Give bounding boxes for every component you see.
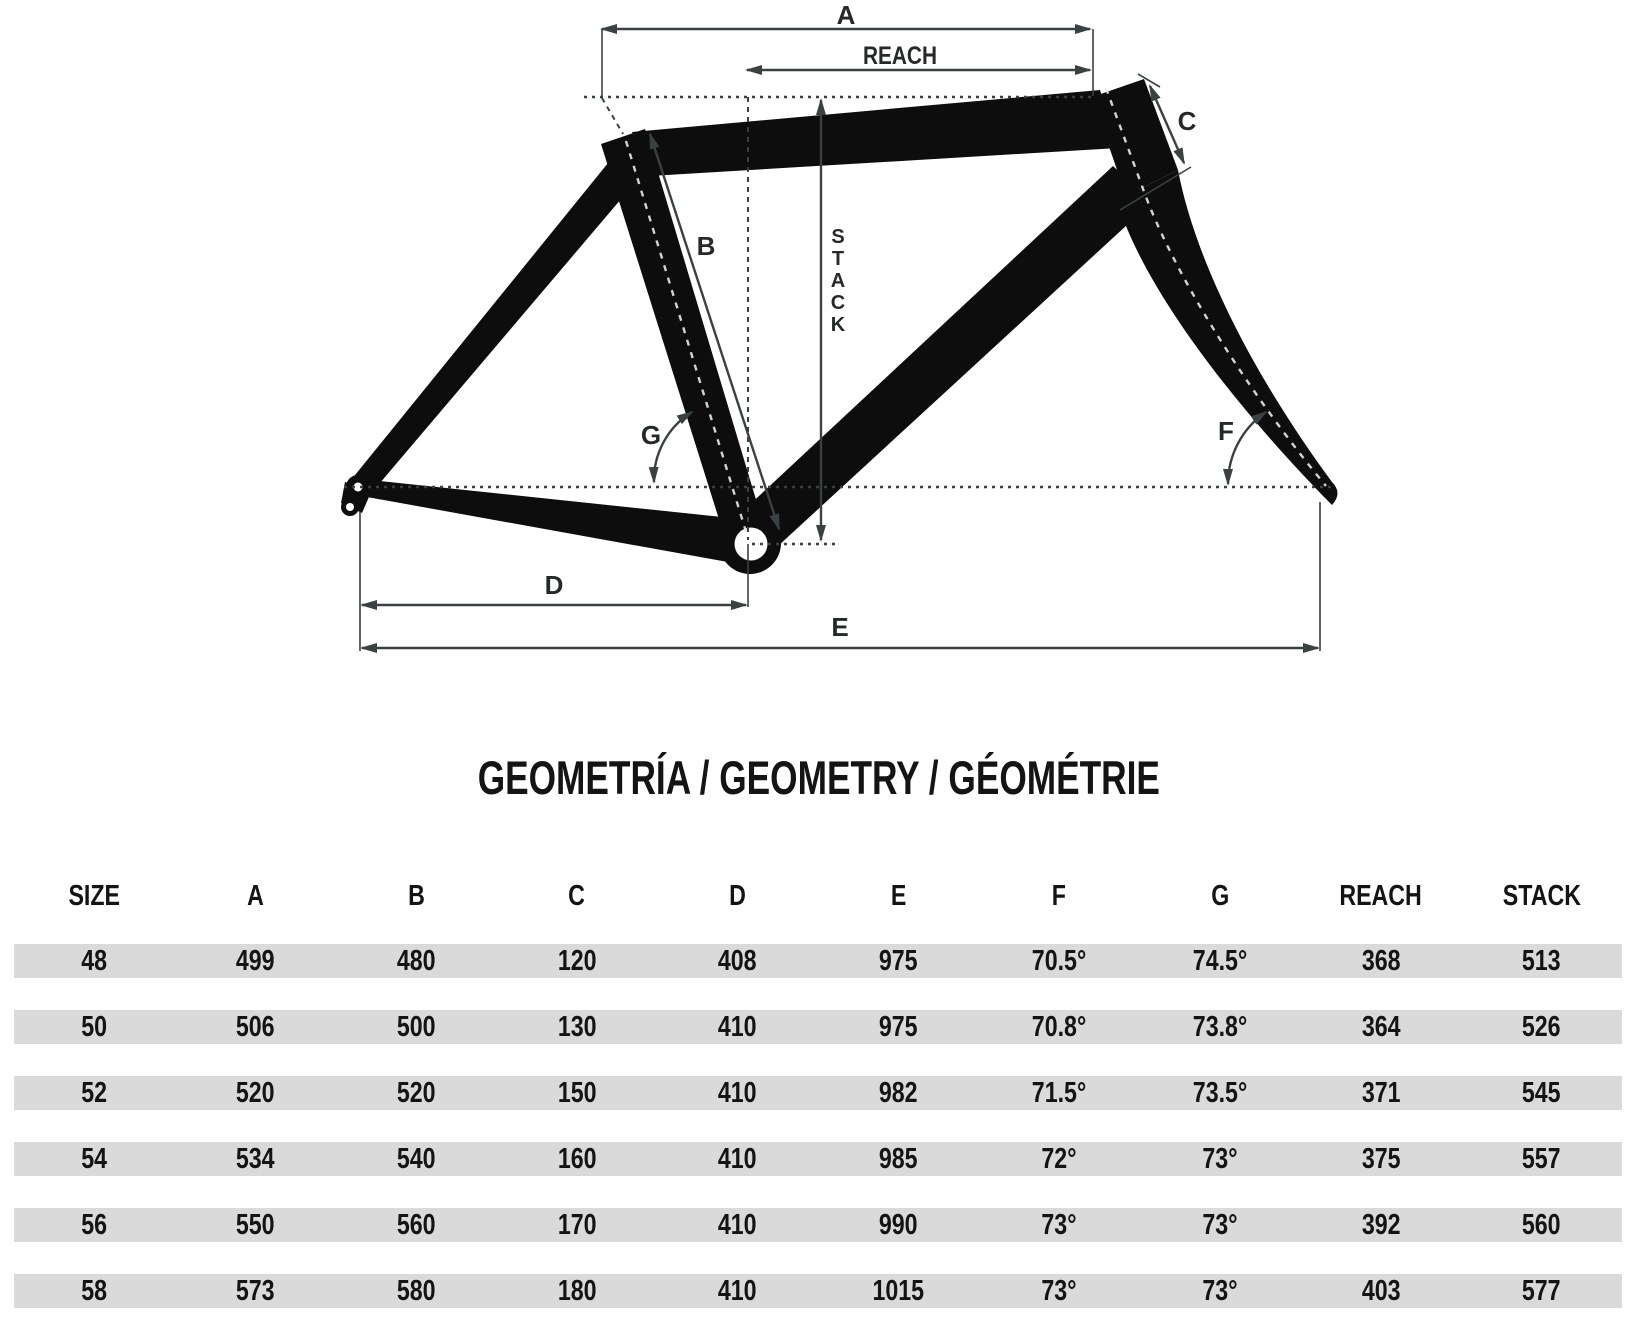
table-cell-text: 73°	[1202, 1142, 1238, 1175]
column-header	[818, 880, 979, 913]
table-cell	[979, 945, 1140, 978]
table-cell-text: 577	[1522, 1274, 1561, 1307]
fork	[1120, 170, 1338, 505]
label-stack-vertical	[831, 226, 846, 336]
column-header	[14, 880, 175, 913]
stack-letter: A	[830, 270, 846, 292]
table-cell-text: 71.5°	[1031, 1076, 1087, 1109]
table-cell-text: 73°	[1041, 1274, 1077, 1307]
stack-letter: C	[830, 292, 846, 314]
stack-letter: T	[831, 248, 845, 270]
table-cell-text: 130	[557, 1010, 597, 1043]
table-cell-text: 120	[557, 944, 597, 977]
label-g: G	[640, 420, 662, 450]
table-cell-text: 526	[1522, 1010, 1561, 1043]
column-header-text: G	[1210, 879, 1230, 912]
table-cell	[1140, 1275, 1301, 1308]
column-header	[336, 880, 497, 913]
seat-stays	[351, 147, 644, 497]
table-cell-text: 70.5°	[1031, 944, 1087, 977]
table-cell-text: 73°	[1041, 1208, 1077, 1241]
column-header-text: REACH	[1339, 879, 1423, 912]
table-cell	[336, 1077, 497, 1110]
column-header-text: E	[890, 879, 907, 912]
table-cell-text: 975	[879, 1010, 918, 1043]
table-cell-text: 506	[235, 1010, 275, 1043]
chain-stays	[351, 478, 750, 566]
table-cell-text: 410	[718, 1142, 757, 1175]
top-tube	[632, 90, 1118, 176]
table-cell-text: 392	[1361, 1208, 1401, 1241]
table-cell-text: 408	[718, 944, 757, 977]
table-cell	[14, 1143, 175, 1176]
table-cell	[175, 1275, 336, 1308]
table-cell	[1140, 1143, 1301, 1176]
column-header	[657, 880, 818, 913]
table-cell-text: 1015	[872, 1274, 925, 1307]
table-cell-text: 73°	[1202, 1274, 1238, 1307]
table-cell-text: 982	[879, 1076, 918, 1109]
table-cell	[657, 1077, 818, 1110]
table-cell-text: 480	[396, 944, 436, 977]
seat-axis-extension	[602, 98, 623, 134]
table-cell-text: 48	[81, 944, 108, 977]
table-cell	[1461, 1077, 1622, 1110]
table-cell-text: 975	[879, 944, 918, 977]
table-cell-text: 540	[396, 1142, 436, 1175]
table-cell	[979, 1011, 1140, 1044]
stack-letter: K	[830, 314, 846, 336]
table-cell-text: 403	[1361, 1274, 1401, 1307]
table-cell-text: 520	[235, 1076, 275, 1109]
table-cell-text: 72°	[1041, 1142, 1077, 1175]
table-row	[14, 1208, 1622, 1242]
table-cell	[14, 945, 175, 978]
label-d: D	[544, 570, 564, 600]
stack-letter: S	[831, 226, 845, 248]
column-header-text: C	[568, 879, 586, 912]
table-cell-text: 54	[81, 1142, 108, 1175]
table-cell-text: 534	[235, 1142, 275, 1175]
table-cell	[818, 1209, 979, 1242]
label-c: C	[1177, 106, 1197, 136]
table-cell	[175, 1143, 336, 1176]
table-cell-text: 73.8°	[1192, 1010, 1248, 1043]
column-header	[496, 880, 657, 913]
table-cell-text: 70.8°	[1031, 1010, 1087, 1043]
table-cell	[496, 1143, 657, 1176]
column-header	[175, 880, 336, 913]
table-cell-text: 50	[81, 1010, 108, 1043]
table-cell	[1140, 1011, 1301, 1044]
table-cell-text: 985	[879, 1142, 918, 1175]
table-cell-text: 557	[1522, 1142, 1561, 1175]
table-cell	[14, 1209, 175, 1242]
table-cell	[979, 1209, 1140, 1242]
table-cell	[1300, 1077, 1461, 1110]
table-cell-text: 513	[1522, 944, 1561, 977]
table-cell-text: 58	[81, 1274, 108, 1307]
column-header	[1140, 880, 1301, 913]
table-cell	[496, 1275, 657, 1308]
table-cell-text: 520	[396, 1076, 436, 1109]
table-cell-text: 560	[1522, 1208, 1561, 1241]
table-cell	[14, 1077, 175, 1110]
table-cell	[496, 1209, 657, 1242]
table-row	[14, 944, 1622, 978]
table-cell	[1140, 945, 1301, 978]
column-header-text: STACK	[1502, 879, 1581, 912]
label-reach: REACH	[863, 42, 937, 70]
page-title	[0, 750, 1638, 805]
column-header-text: B	[407, 879, 425, 912]
table-cell	[657, 945, 818, 978]
table-cell-text: 170	[557, 1208, 597, 1241]
table-cell	[496, 1011, 657, 1044]
label-e: E	[831, 612, 849, 642]
table-cell	[818, 1275, 979, 1308]
table-cell	[979, 1275, 1140, 1308]
table-row	[14, 1274, 1622, 1308]
table-cell-text: 410	[718, 1076, 757, 1109]
table-cell	[1300, 1275, 1461, 1308]
table-cell-text: 73.5°	[1192, 1076, 1248, 1109]
table-cell	[818, 945, 979, 978]
table-cell	[175, 1077, 336, 1110]
table-cell	[1300, 1209, 1461, 1242]
label-b: B	[696, 231, 716, 261]
geometry-table-body	[14, 944, 1622, 1308]
table-cell-text: 499	[235, 944, 275, 977]
column-header-text: SIZE	[68, 879, 121, 912]
table-cell-text: 180	[557, 1274, 597, 1307]
table-cell	[979, 1077, 1140, 1110]
table-cell	[336, 945, 497, 978]
table-cell	[14, 1011, 175, 1044]
table-cell-text: 73°	[1202, 1208, 1238, 1241]
table-cell-text: 371	[1361, 1076, 1401, 1109]
table-cell	[1300, 1143, 1461, 1176]
table-cell-text: 375	[1361, 1142, 1401, 1175]
page-title-text: GEOMETRÍA / GEOMETRY / GÉOMÉTRIE	[477, 751, 1161, 804]
table-cell-text: 368	[1361, 944, 1401, 977]
column-header-text: F	[1052, 879, 1067, 912]
table-cell	[1300, 1011, 1461, 1044]
table-cell	[1461, 1209, 1622, 1242]
table-cell	[657, 1275, 818, 1308]
table-cell-text: 52	[81, 1076, 108, 1109]
table-cell-text: 74.5°	[1192, 944, 1248, 977]
table-cell	[336, 1011, 497, 1044]
geometry-table-header	[14, 878, 1622, 914]
table-cell-text: 500	[396, 1010, 436, 1043]
table-row	[14, 1076, 1622, 1110]
table-cell	[175, 1011, 336, 1044]
table-cell	[1140, 1077, 1301, 1110]
table-cell	[1461, 945, 1622, 978]
table-cell	[657, 1011, 818, 1044]
table-cell	[14, 1275, 175, 1308]
column-header	[979, 880, 1140, 913]
column-header-text: D	[729, 879, 746, 912]
table-cell	[175, 945, 336, 978]
table-cell-text: 410	[718, 1208, 757, 1241]
table-cell-text: 580	[396, 1274, 436, 1307]
table-cell	[1461, 1143, 1622, 1176]
hanger-hole	[346, 503, 354, 511]
table-cell	[336, 1275, 497, 1308]
geometry-table	[14, 878, 1622, 1340]
table-cell-text: 573	[235, 1274, 275, 1307]
table-cell	[336, 1209, 497, 1242]
table-cell	[979, 1143, 1140, 1176]
table-cell	[496, 945, 657, 978]
table-cell	[657, 1143, 818, 1176]
table-row	[14, 1142, 1622, 1176]
table-cell-text: 364	[1361, 1010, 1401, 1043]
table-row	[14, 1010, 1622, 1044]
table-cell-text: 56	[81, 1208, 108, 1241]
column-header-text: A	[246, 879, 264, 912]
table-cell	[175, 1209, 336, 1242]
label-f: F	[1218, 416, 1234, 446]
table-cell-text: 410	[718, 1274, 757, 1307]
table-cell-text: 990	[879, 1208, 918, 1241]
table-cell	[496, 1077, 657, 1110]
column-header	[1461, 880, 1622, 913]
table-cell	[818, 1077, 979, 1110]
table-cell-text: 150	[557, 1076, 597, 1109]
table-cell	[818, 1011, 979, 1044]
label-a: A	[836, 0, 856, 30]
table-cell	[818, 1143, 979, 1176]
table-cell	[1461, 1011, 1622, 1044]
table-cell	[657, 1209, 818, 1242]
table-cell	[1300, 945, 1461, 978]
table-cell	[1461, 1275, 1622, 1308]
column-header	[1300, 880, 1461, 913]
table-cell-text: 560	[396, 1208, 436, 1241]
table-cell-text: 545	[1522, 1076, 1561, 1109]
down-tube	[730, 166, 1152, 558]
table-cell	[1140, 1209, 1301, 1242]
table-cell-text: 410	[718, 1010, 757, 1043]
table-cell	[336, 1143, 497, 1176]
table-cell-text: 160	[557, 1142, 597, 1175]
table-cell-text: 550	[235, 1208, 275, 1241]
